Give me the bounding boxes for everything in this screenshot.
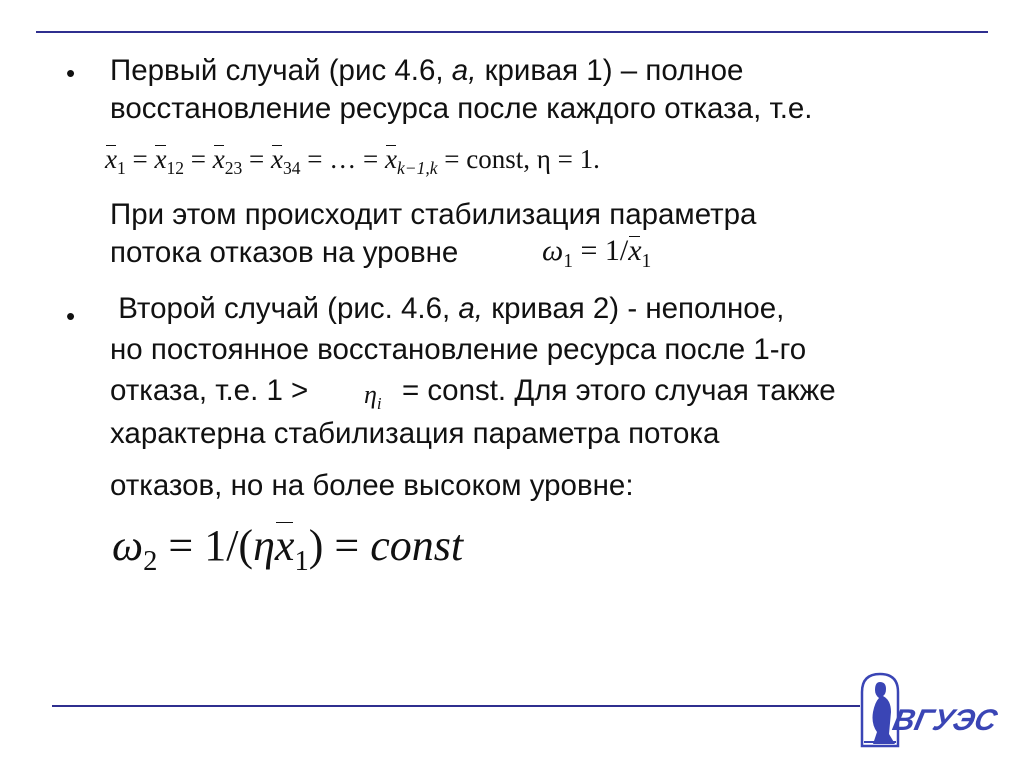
case2-line4: характерна стабилизация параметра потока bbox=[110, 417, 720, 450]
x-bar: x bbox=[384, 144, 397, 174]
case1-line1-text-a: Первый случай (рис 4.6, bbox=[110, 54, 452, 87]
bottom-divider bbox=[52, 705, 860, 707]
x-sub: 1 bbox=[294, 546, 309, 577]
omega2-formula bbox=[112, 520, 464, 577]
bullet-1: • bbox=[66, 58, 76, 88]
case2-line5: отказов, но на более высоком уровне: bbox=[110, 469, 634, 502]
eq-sign: = bbox=[184, 144, 213, 174]
one: 1. bbox=[579, 144, 600, 174]
case1-line1-italic-a: а, bbox=[451, 54, 477, 87]
case2-line3-b: = const. Для этого случая также bbox=[402, 374, 836, 407]
x-bar: x bbox=[628, 234, 642, 267]
case2-line1 bbox=[110, 290, 784, 328]
x-sub: 1 bbox=[641, 250, 652, 272]
eta-symbol: η bbox=[364, 380, 377, 409]
omega-rhs-1: = 1/( bbox=[168, 521, 254, 570]
case2-line2: но постоянное восстановление ресурса после 1-го bbox=[110, 333, 807, 366]
eq-sign: = bbox=[437, 144, 467, 174]
const-italic: const bbox=[370, 521, 464, 570]
eq-sign: = bbox=[242, 144, 271, 174]
university-logo-icon bbox=[856, 670, 1002, 748]
case1-formula bbox=[105, 144, 600, 179]
eta-i-inline bbox=[364, 380, 382, 413]
eta-symbol: η bbox=[253, 521, 275, 570]
case1-line1 bbox=[110, 52, 743, 90]
ellipsis: … bbox=[329, 144, 357, 174]
omega-symbol: ω bbox=[112, 521, 144, 570]
case2-line1-text-a: Второй случай (рис. 4.6, bbox=[110, 292, 459, 325]
omega-rhs-2: ) = bbox=[308, 521, 371, 570]
x-bar: x bbox=[154, 144, 167, 174]
omega-sub: 1 bbox=[563, 250, 573, 272]
eta-sub-i: i bbox=[376, 393, 382, 413]
x-bar: x bbox=[105, 144, 117, 174]
omega1-formula bbox=[542, 234, 652, 272]
omega-rhs: = 1/ bbox=[580, 234, 629, 267]
logo-text: ВГУЭС bbox=[889, 704, 1000, 737]
case1-line4: потока отказов на уровне bbox=[110, 236, 459, 269]
sub-12: 12 bbox=[166, 158, 184, 179]
omega-sub: 2 bbox=[143, 546, 158, 577]
const-text: const, bbox=[466, 144, 530, 174]
top-divider bbox=[36, 31, 988, 33]
case1-line3: При этом происходит стабилизация параметра bbox=[110, 198, 757, 231]
eq-sign: = bbox=[125, 144, 155, 174]
sub-23: 23 bbox=[224, 158, 243, 179]
sub-34: 34 bbox=[282, 158, 301, 179]
sub-k: k−1,k bbox=[396, 158, 438, 179]
sub-1: 1 bbox=[116, 158, 126, 179]
case2-line3-a: отказа, т.е. 1 > bbox=[110, 374, 309, 407]
eta-symbol: η bbox=[536, 144, 551, 174]
x-bar: x bbox=[270, 144, 283, 174]
case2-line1-italic-a: а, bbox=[458, 292, 483, 325]
case2-line1-text-c: кривая 2) - неполное, bbox=[483, 292, 785, 325]
x-bar: x bbox=[274, 521, 295, 570]
eq-sign: = bbox=[300, 144, 330, 174]
eq-sign: = bbox=[356, 144, 385, 174]
case1-line1-text-c: кривая 1) – полное bbox=[476, 54, 744, 87]
case1-line2: восстановление ресурса после каждого отказа, т.е. bbox=[110, 92, 813, 125]
eq-sign: = bbox=[550, 144, 580, 174]
x-bar: x bbox=[212, 144, 225, 174]
bullet-2: • bbox=[66, 301, 76, 331]
omega-symbol: ω bbox=[542, 234, 564, 267]
